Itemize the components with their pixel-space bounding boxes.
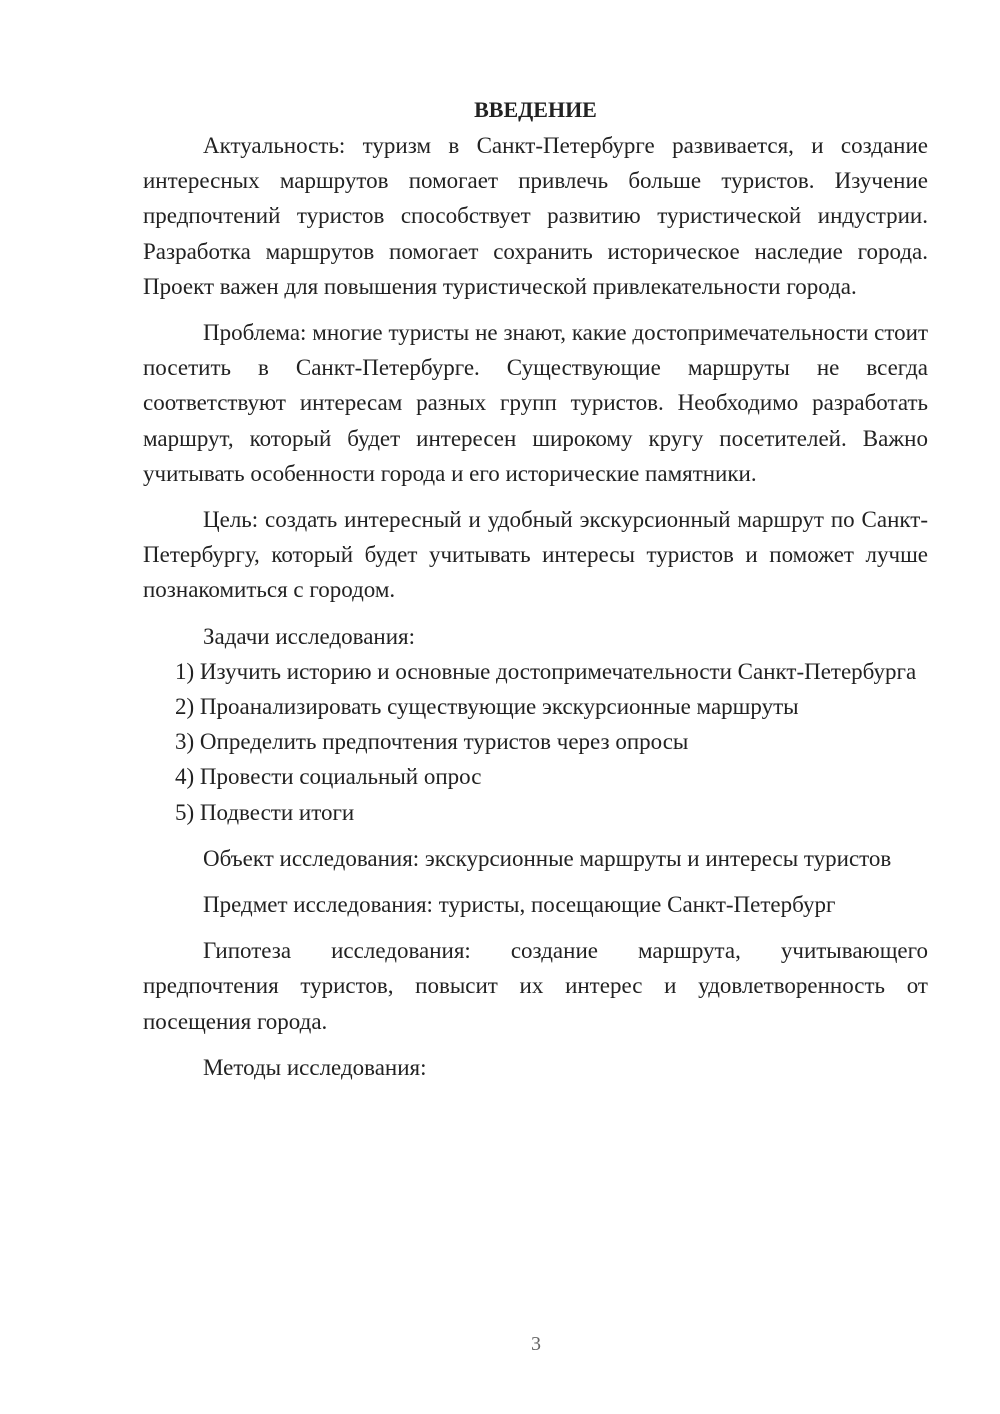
page-content [143,92,928,1085]
tasks-heading: Задачи исследования: [203,623,416,649]
list-item: 3) Определить предпочтения туристов через опросы [175,729,689,755]
list-item: 2) Проанализировать существующие экскурсионные маршруты [175,694,799,720]
goal-paragraph: Цель: создать интересный и удобный экскурсионный маршрут по Санкт-Петербургу, который будет учитывать интересы туристов и поможет лучше познакомиться с городом. [143,507,928,603]
relevance-paragraph: Актуальность: туризм в Санкт-Петербурге развивается, и создание интересных маршрутов помогает привлечь больше туристов. Изучение предпочтений туристов способствует развитию туристической индустрии. Разработка маршрутов помогает сохранить историческое наследие города. Проект важен для повышения туристической привлекательности города. [143,133,928,299]
list-item: 4) Провести социальный опрос [175,764,482,790]
object-paragraph: Объект исследования: экскурсионные маршруты и интересы туристов [203,845,892,871]
list-item: 5) Подвести итоги [175,799,355,825]
subject-paragraph: Предмет исследования: туристы, посещающие Санкт-Петербург [203,892,836,918]
methods-heading: Методы исследования: [203,1054,427,1080]
section-title: ВВЕДЕНИЕ [474,97,597,122]
problem-paragraph: Проблема: многие туристы не знают, какие достопримечательности стоит посетить в Санкт-Петербурге. Существующие маршруты не всегда соответствуют интересам разных групп туристов. Необходимо разработать маршрут, который будет интересен широкому кругу посетителей. Важно учитывать особенности города и его исторические памятники. [143,320,928,486]
tasks-list [143,654,928,830]
list-item: 1) Изучить историю и основные достопримечательности Санкт-Петербурга [175,658,917,684]
hypothesis-paragraph: Гипотеза исследования: создание маршрута, учитывающего предпочтения туристов, повысит их интерес и удовлетворенность от посещения города. [143,938,928,1034]
page-number: 3 [531,1333,541,1355]
